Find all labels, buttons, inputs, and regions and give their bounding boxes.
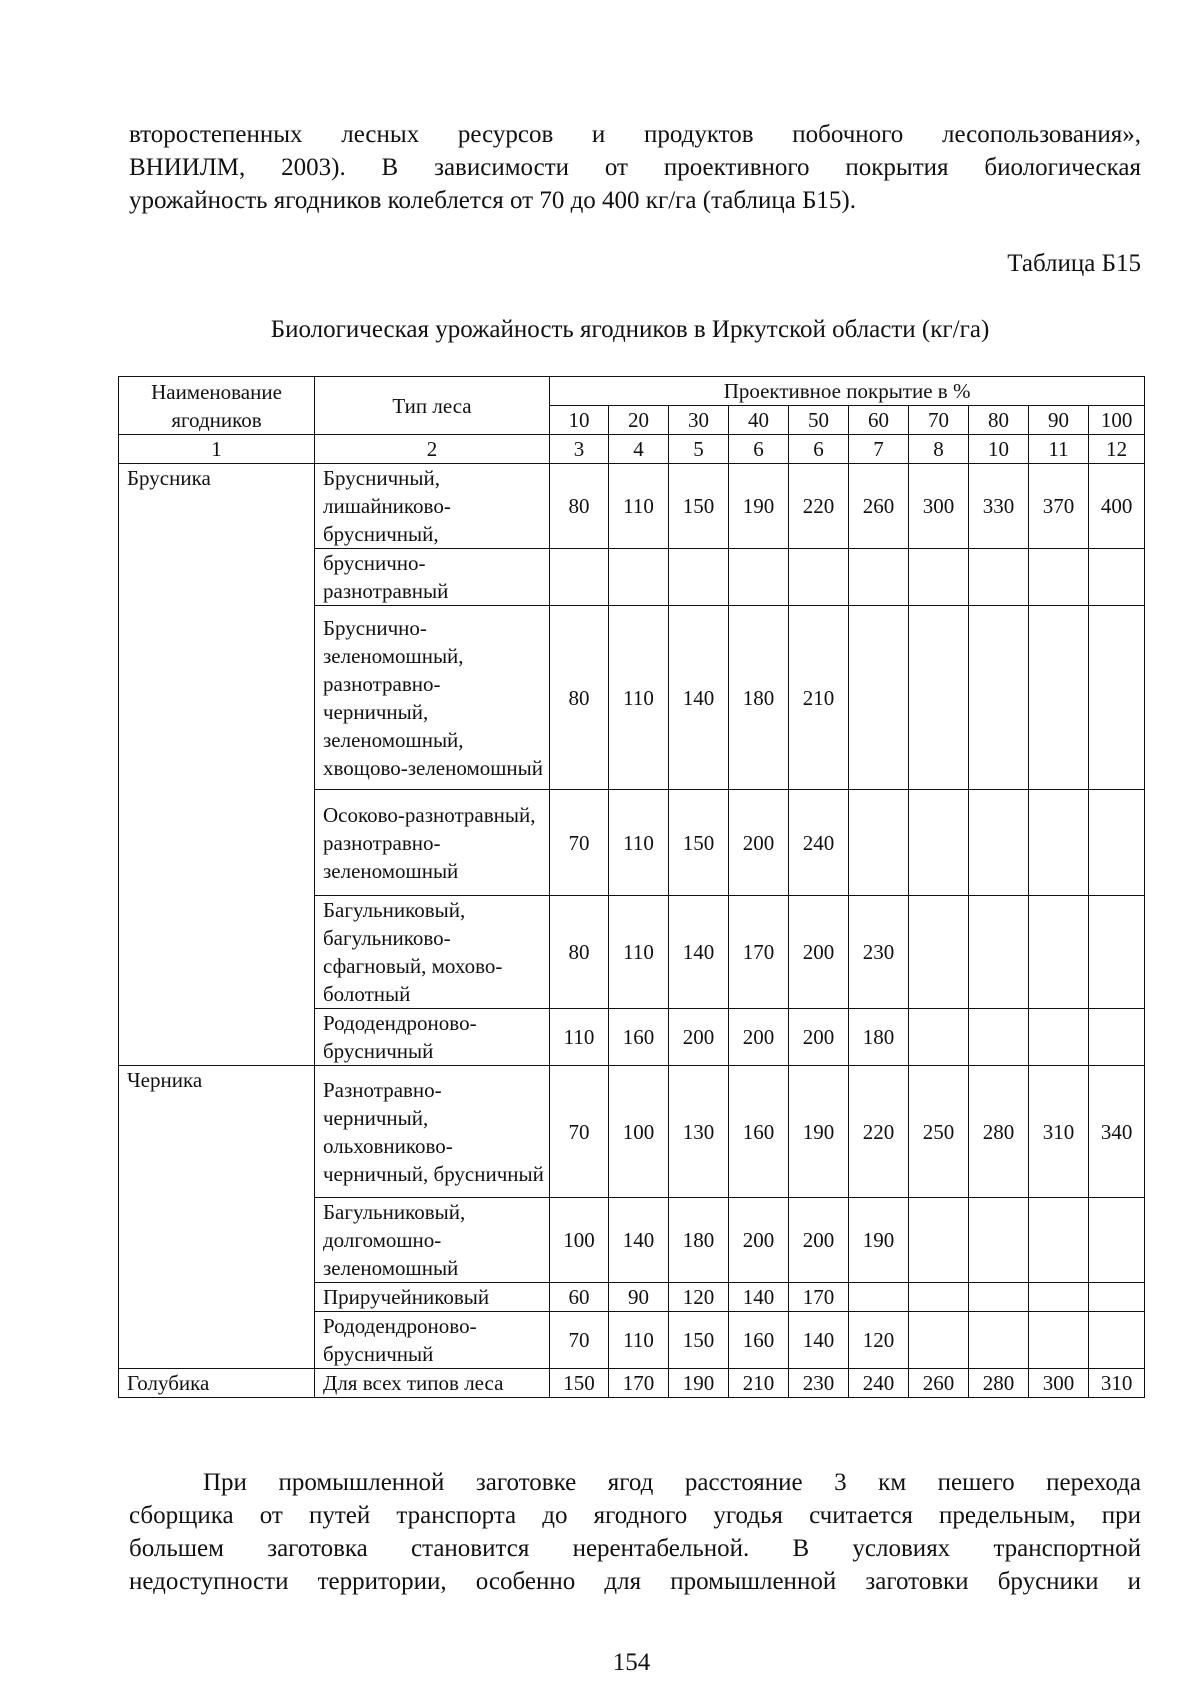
yield-value: 200 (729, 790, 789, 896)
header-percent: 70 (909, 406, 969, 435)
column-number: 12 (1089, 435, 1145, 464)
yield-value (909, 1312, 969, 1369)
header-name: Наименование ягодников (119, 377, 315, 435)
yield-value: 160 (729, 1066, 789, 1198)
yield-value (909, 1009, 969, 1066)
yield-value (789, 549, 849, 606)
yield-value: 300 (1029, 1369, 1089, 1398)
yield-value: 210 (729, 1369, 789, 1398)
yield-value: 150 (669, 1312, 729, 1369)
column-number: 3 (550, 435, 609, 464)
column-number: 11 (1029, 435, 1089, 464)
yield-value: 310 (1089, 1369, 1145, 1398)
yield-value: 230 (789, 1369, 849, 1398)
yield-value (909, 1198, 969, 1283)
forest-type: Приручейниковый (315, 1283, 550, 1312)
header-row (119, 377, 1145, 406)
yield-value: 120 (669, 1283, 729, 1312)
yield-value (1089, 1009, 1145, 1066)
yield-value (1029, 790, 1089, 896)
yield-value (1089, 790, 1145, 896)
yield-value: 110 (609, 790, 669, 896)
yield-value: 200 (789, 1009, 849, 1066)
yield-value (969, 896, 1029, 1009)
yield-value (1029, 606, 1089, 790)
yield-value (1089, 549, 1145, 606)
column-number: 6 (729, 435, 789, 464)
yield-value: 200 (729, 1198, 789, 1283)
paragraph-line: большем заготовка становится нерентабельной. В условиях транспортной (129, 1535, 1141, 1562)
paragraph-line: ВНИИЛМ, 2003). В зависимости от проективного покрытия биологическая (129, 154, 1141, 181)
header-coverage: Проективное покрытие в % (550, 377, 1145, 406)
yield-value: 180 (669, 1198, 729, 1283)
header-percent: 30 (669, 406, 729, 435)
yield-value: 110 (609, 464, 669, 549)
yield-value: 170 (789, 1283, 849, 1312)
yield-value: 280 (969, 1066, 1029, 1198)
yield-value (729, 549, 789, 606)
yield-value: 230 (849, 896, 909, 1009)
yield-value (669, 549, 729, 606)
berry-name: Брусника (119, 464, 315, 1066)
yield-value: 150 (669, 464, 729, 549)
paragraph-line: сборщика от путей транспорта до ягодного угодья считается предельным, при (129, 1502, 1141, 1529)
column-number-row (119, 435, 1145, 464)
header-percent: 50 (789, 406, 849, 435)
yield-value: 130 (669, 1066, 729, 1198)
header-percent: 80 (969, 406, 1029, 435)
yield-value: 180 (729, 606, 789, 790)
yield-table (118, 376, 1145, 1398)
column-number: 4 (609, 435, 669, 464)
yield-value (1089, 606, 1145, 790)
yield-value: 140 (729, 1283, 789, 1312)
yield-value: 240 (789, 790, 849, 896)
yield-value (1029, 896, 1089, 1009)
yield-value (1089, 896, 1145, 1009)
forest-type: Багульниковый, багульниково-сфагновый, мохово-болотный (315, 896, 550, 1009)
column-number: 2 (315, 435, 550, 464)
yield-value: 180 (849, 1009, 909, 1066)
yield-value: 260 (909, 1369, 969, 1398)
yield-value (849, 790, 909, 896)
yield-value: 310 (1029, 1066, 1089, 1198)
column-number: 7 (849, 435, 909, 464)
yield-value: 370 (1029, 464, 1089, 549)
yield-value: 70 (550, 790, 609, 896)
yield-value (849, 606, 909, 790)
yield-value (849, 1283, 909, 1312)
yield-value: 170 (609, 1369, 669, 1398)
yield-value: 150 (669, 790, 729, 896)
berry-name: Голубика (119, 1369, 315, 1398)
yield-value: 170 (729, 896, 789, 1009)
forest-type: Брусничный, лишайниково-брусничный, (315, 464, 550, 549)
paragraph-line: недоступности территории, особенно для промышленной заготовки брусники и (129, 1568, 1141, 1595)
yield-value: 280 (969, 1369, 1029, 1398)
table-label: Таблица Б15 (1007, 250, 1141, 277)
berry-name: Черника (119, 1066, 315, 1369)
yield-value: 260 (849, 464, 909, 549)
header-percent: 40 (729, 406, 789, 435)
yield-value (1089, 1312, 1145, 1369)
yield-value (1029, 1009, 1089, 1066)
yield-value (1029, 1312, 1089, 1369)
yield-value (550, 549, 609, 606)
column-number: 8 (909, 435, 969, 464)
yield-value: 90 (609, 1283, 669, 1312)
forest-type: Осоково-разнотравный, разнотравно-зеленомошный (315, 790, 550, 896)
yield-value: 80 (550, 896, 609, 1009)
paragraph-line: второстепенных лесных ресурсов и продуктов побочного лесопользования», (129, 121, 1141, 148)
yield-value: 220 (789, 464, 849, 549)
yield-value (1089, 1283, 1145, 1312)
yield-value: 340 (1089, 1066, 1145, 1198)
yield-value (909, 1283, 969, 1312)
yield-value: 110 (609, 606, 669, 790)
yield-value (969, 1198, 1029, 1283)
header-percent: 100 (1089, 406, 1145, 435)
yield-value: 200 (669, 1009, 729, 1066)
paragraph-line: урожайность ягодников колеблется от 70 до 400 кг/га (таблица Б15). (129, 187, 857, 214)
yield-value (909, 790, 969, 896)
yield-value: 190 (849, 1198, 909, 1283)
header-percent: 20 (609, 406, 669, 435)
yield-value: 400 (1089, 464, 1145, 549)
yield-value: 110 (609, 1312, 669, 1369)
yield-value: 110 (609, 896, 669, 1009)
yield-value: 100 (609, 1066, 669, 1198)
yield-value: 200 (729, 1009, 789, 1066)
yield-value (1029, 1198, 1089, 1283)
paragraph-line: При промышленной заготовке ягод расстояние 3 км пешего перехода (203, 1469, 1141, 1496)
yield-value: 150 (550, 1369, 609, 1398)
yield-value (969, 1312, 1029, 1369)
yield-value: 190 (729, 464, 789, 549)
yield-value: 240 (849, 1369, 909, 1398)
yield-value: 160 (729, 1312, 789, 1369)
yield-value: 140 (789, 1312, 849, 1369)
yield-value: 190 (669, 1369, 729, 1398)
header-percent: 60 (849, 406, 909, 435)
yield-value: 330 (969, 464, 1029, 549)
yield-value: 110 (550, 1009, 609, 1066)
header-percent: 10 (550, 406, 609, 435)
forest-type: Разнотравно-черничный, ольховниково-черничный, брусничный (315, 1066, 550, 1198)
yield-value: 100 (550, 1198, 609, 1283)
yield-value (849, 549, 909, 606)
yield-value: 200 (789, 1198, 849, 1283)
header-forest-type: Тип леса (315, 377, 550, 435)
yield-value: 200 (789, 896, 849, 1009)
table-title: Биологическая урожайность ягодников в Иркутской области (кг/га) (270, 316, 990, 343)
forest-type: Бруснично-зеленомошный, разнотравно-черничный, зеленомошный, хвощово-зеленомошный (315, 606, 550, 790)
yield-value (909, 606, 969, 790)
yield-value: 300 (909, 464, 969, 549)
table-row (119, 1369, 1145, 1398)
yield-value: 70 (550, 1066, 609, 1198)
yield-value: 140 (669, 896, 729, 1009)
yield-value (969, 1009, 1029, 1066)
forest-type: Багульниковый, долгомошно-зеленомошный (315, 1198, 550, 1283)
yield-value: 250 (909, 1066, 969, 1198)
column-number: 6 (789, 435, 849, 464)
yield-value: 120 (849, 1312, 909, 1369)
forest-type: бруснично-разнотравный (315, 549, 550, 606)
yield-value: 140 (669, 606, 729, 790)
yield-value (969, 549, 1029, 606)
column-number: 5 (669, 435, 729, 464)
column-number: 1 (119, 435, 315, 464)
forest-type: Рододендроново-брусничный (315, 1312, 550, 1369)
yield-value: 70 (550, 1312, 609, 1369)
yield-value (969, 790, 1029, 896)
yield-value: 80 (550, 606, 609, 790)
yield-value: 210 (789, 606, 849, 790)
yield-value (1029, 549, 1089, 606)
table-row (119, 1066, 1145, 1198)
yield-value (909, 896, 969, 1009)
intro-paragraph (129, 118, 1141, 217)
yield-value: 60 (550, 1283, 609, 1312)
yield-value (1089, 1198, 1145, 1283)
yield-value (969, 1283, 1029, 1312)
yield-value: 160 (609, 1009, 669, 1066)
yield-value: 80 (550, 464, 609, 549)
yield-value (609, 549, 669, 606)
closing-paragraph (129, 1466, 1141, 1598)
column-number: 10 (969, 435, 1029, 464)
forest-type: Для всех типов леса (315, 1369, 550, 1398)
yield-value: 220 (849, 1066, 909, 1198)
yield-value (1029, 1283, 1089, 1312)
yield-value: 140 (609, 1198, 669, 1283)
yield-value (969, 606, 1029, 790)
header-percent: 90 (1029, 406, 1089, 435)
forest-type: Рододендроново-брусничный (315, 1009, 550, 1066)
page-number: 154 (612, 1649, 651, 1676)
table-row (119, 464, 1145, 549)
yield-value: 190 (789, 1066, 849, 1198)
yield-value (909, 549, 969, 606)
